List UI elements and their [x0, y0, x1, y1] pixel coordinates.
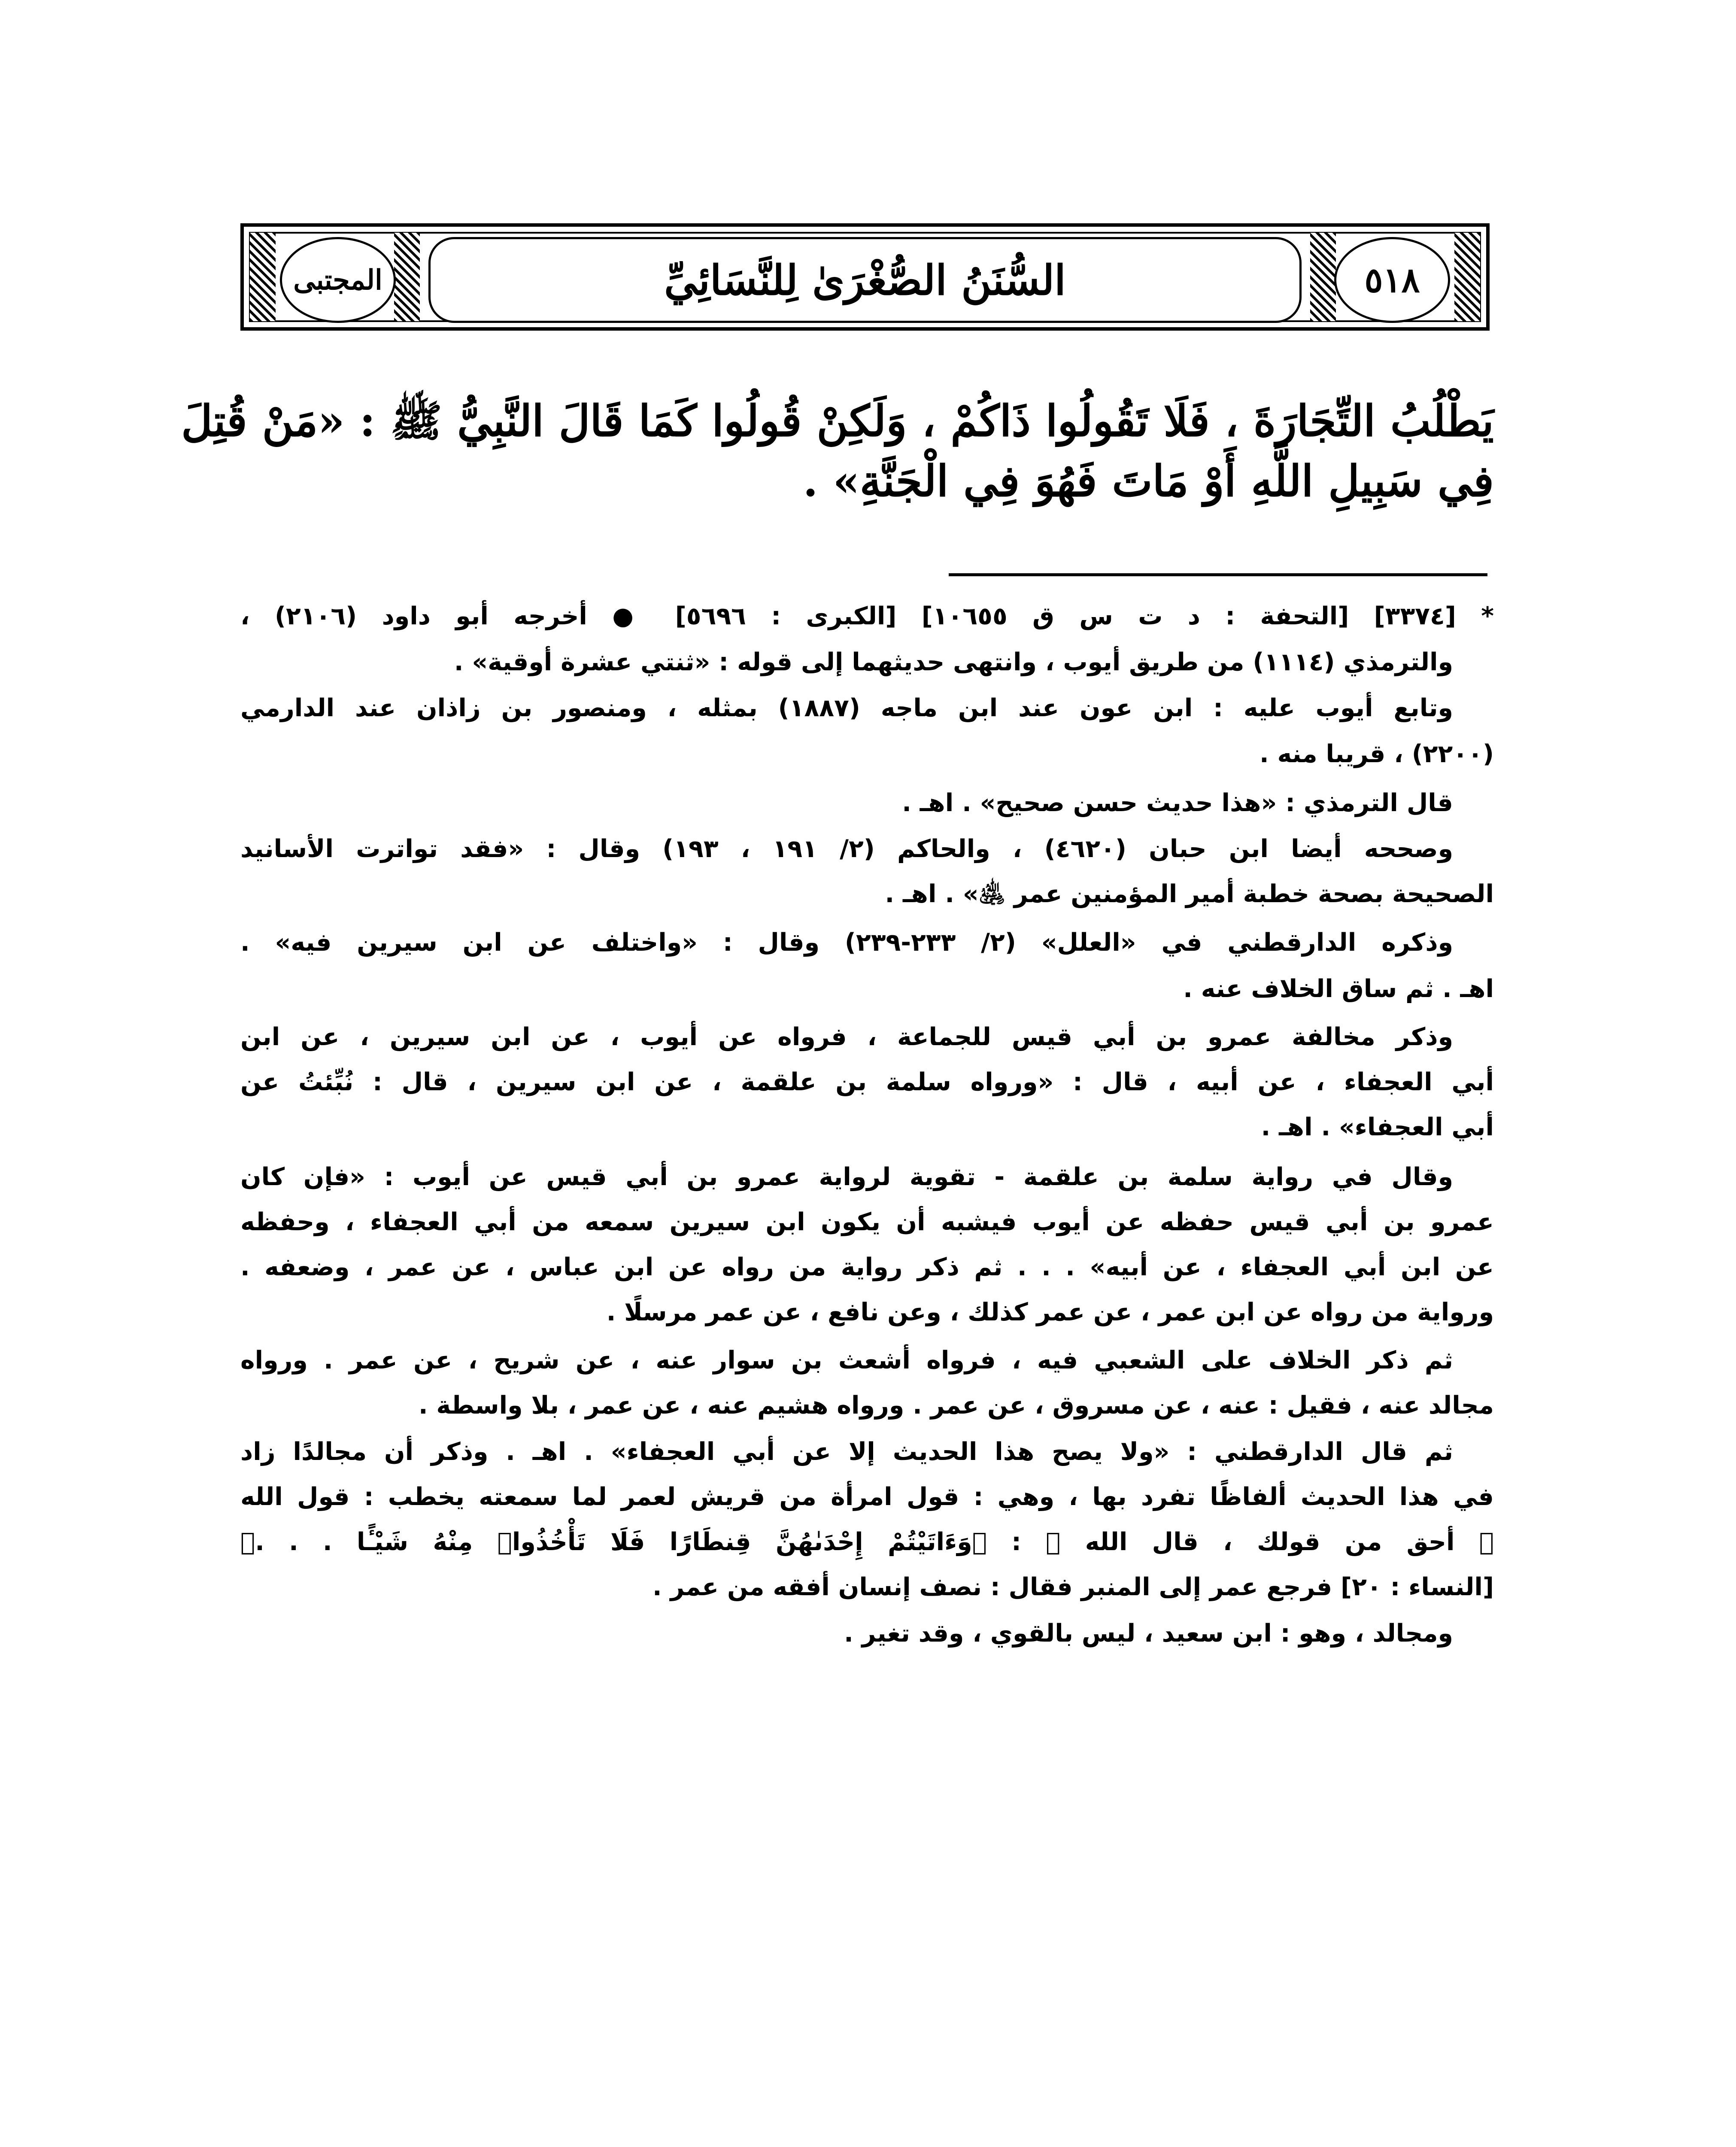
hadith-text-line: فِي سَبِيلِ اللَّهِ أَوْ مَاتَ فَهُوَ فِي الْجَنَّةِ» . — [803, 456, 1494, 506]
footnote-line: (٢٢٠٠) ، قريبا منه . — [1260, 740, 1494, 768]
footnote-line: عن ابن أبي العجفاء ، عن أبيه» . . . ثم ذكر رواية من رواه عن ابن عباس ، عن عمر ، وضعفه . — [240, 1253, 1494, 1281]
footnote-line: مجالد عنه ، فقيل : عنه ، عن مسروق ، عن عمر . ورواه هشيم عنه ، عن عمر ، بلا واسطة . — [418, 1391, 1494, 1420]
footnote-line: في هذا الحديث ألفاظًا تفرد بها ، وهي : قول امرأة من قريش لعمر لما سمعته يخطب : قول الله — [240, 1483, 1494, 1511]
footnote-line: [النساء : ٢٠] فرجع عمر إلى المنبر فقال : نصف إنسان أفقه من عمر . — [653, 1573, 1494, 1601]
page-header — [240, 223, 1490, 331]
ornament-border-icon — [1310, 233, 1336, 321]
footnote-line: ثم ذكر الخلاف على الشعبي فيه ، فرواه أشعث بن سوار عنه ، عن شريح ، عن عمر . ورواه — [240, 1346, 1453, 1375]
footnote-line: ثم قال الدارقطني : «ولا يصح هذا الحديث إلا عن أبي العجفاء» . اهـ . وذكر أن مجالدًا زاد — [240, 1438, 1453, 1466]
footnote-line: أبي العجفاء ، عن أبيه ، قال : «ورواه سلمة بن علقمة ، عن ابن سيرين ، قال : نُبِّئتُ عن — [240, 1068, 1494, 1096]
footnote-line: ورواية من رواه عن ابن عمر ، عن عمر كذلك ، وعن نافع ، عن عمر مرسلًا . — [606, 1298, 1494, 1326]
footnote-line: وتابع أيوب عليه : ابن عون عند ابن ماجه (١٨٨٧) بمثله ، ومنصور بن زاذان عند الدارمي — [240, 694, 1453, 722]
footnote-line: ومجالد ، وهو : ابن سعيد ، ليس بالقوي ، وقد تغير . — [844, 1619, 1453, 1648]
hadith-text-line: يَطْلُبُ التِّجَارَةَ ، فَلَا تَقُولُوا ذَاكُمْ ، وَلَكِنْ قُولُوا كَمَا قَالَ النَّبِيُّ ﷺ : «مَنْ قُتِلَ — [181, 395, 1494, 446]
footnote-line: وقال في رواية سلمة بن علقمة - تقوية لرواية عمرو بن أبي قيس عن أيوب : «فإن كان — [240, 1163, 1453, 1191]
footnote-line: الصحيحة بصحة خطبة أمير المؤمنين عمر ﵁» . اهـ . — [885, 880, 1494, 908]
footnote-line: أبي العجفاء» . اهـ . — [1261, 1113, 1494, 1141]
footnote-line: عمرو بن أبي قيس حفظه عن أيوب فيشبه أن يكون ابن سيرين سمعه من أبي العجفاء ، وحفظه — [240, 1208, 1494, 1236]
book-emblem: المجتبى — [280, 237, 396, 323]
ornament-border-icon — [250, 233, 276, 321]
footnote-line: وذكر مخالفة عمرو بن أبي قيس للجماعة ، فرواه عن أيوب ، عن ابن سيرين ، عن ابن — [240, 1023, 1453, 1051]
running-title: السُّنَنُ الصُّغْرَىٰ لِلنَّسَائِيِّ — [428, 237, 1302, 323]
footnote-line: والترمذي (١١١٤) من طريق أيوب ، وانتهى حديثهما إلى قوله : «ثنتي عشرة أوقية» . — [454, 648, 1453, 676]
page-number: ٥١٨ — [1334, 237, 1450, 323]
footnote-line: وذكره الدارقطني في «العلل» (٢/ ٢٣٣-٢٣٩) وقال : «واختلف عن ابن سيرين فيه» . — [240, 928, 1453, 957]
footnote-line: قال الترمذي : «هذا حديث حسن صحيح» . اهـ . — [902, 789, 1453, 817]
footnote-line: اهـ . ثم ساق الخلاف عنه . — [1183, 975, 1494, 1003]
ornament-border-icon — [394, 233, 420, 321]
footnote-separator — [949, 573, 1487, 576]
footnote-line: ﷻ أحق من قولك ، قال الله ﷻ : ﴿وَءَاتَيْتُمْ إِحْدَىٰهُنَّ قِنطَارًا فَلَا تَأْخُذُوا۟ مِنْهُ شَيْـًٔا . . .﴾ — [240, 1528, 1494, 1556]
footnote-line: وصححه أيضا ابن حبان (٤٦٢٠) ، والحاكم (٢/ ١٩١ ، ١٩٣) وقال : «فقد تواترت الأسانيد — [240, 835, 1454, 863]
footnote-line: * [٣٣٧٤] [التحفة : د ت س ق ١٠٦٥٥] [الكبرى : ٥٦٩٦] ● أخرجه أبو داود (٢١٠٦) ، — [240, 602, 1494, 630]
ornament-border-icon — [1454, 233, 1480, 321]
